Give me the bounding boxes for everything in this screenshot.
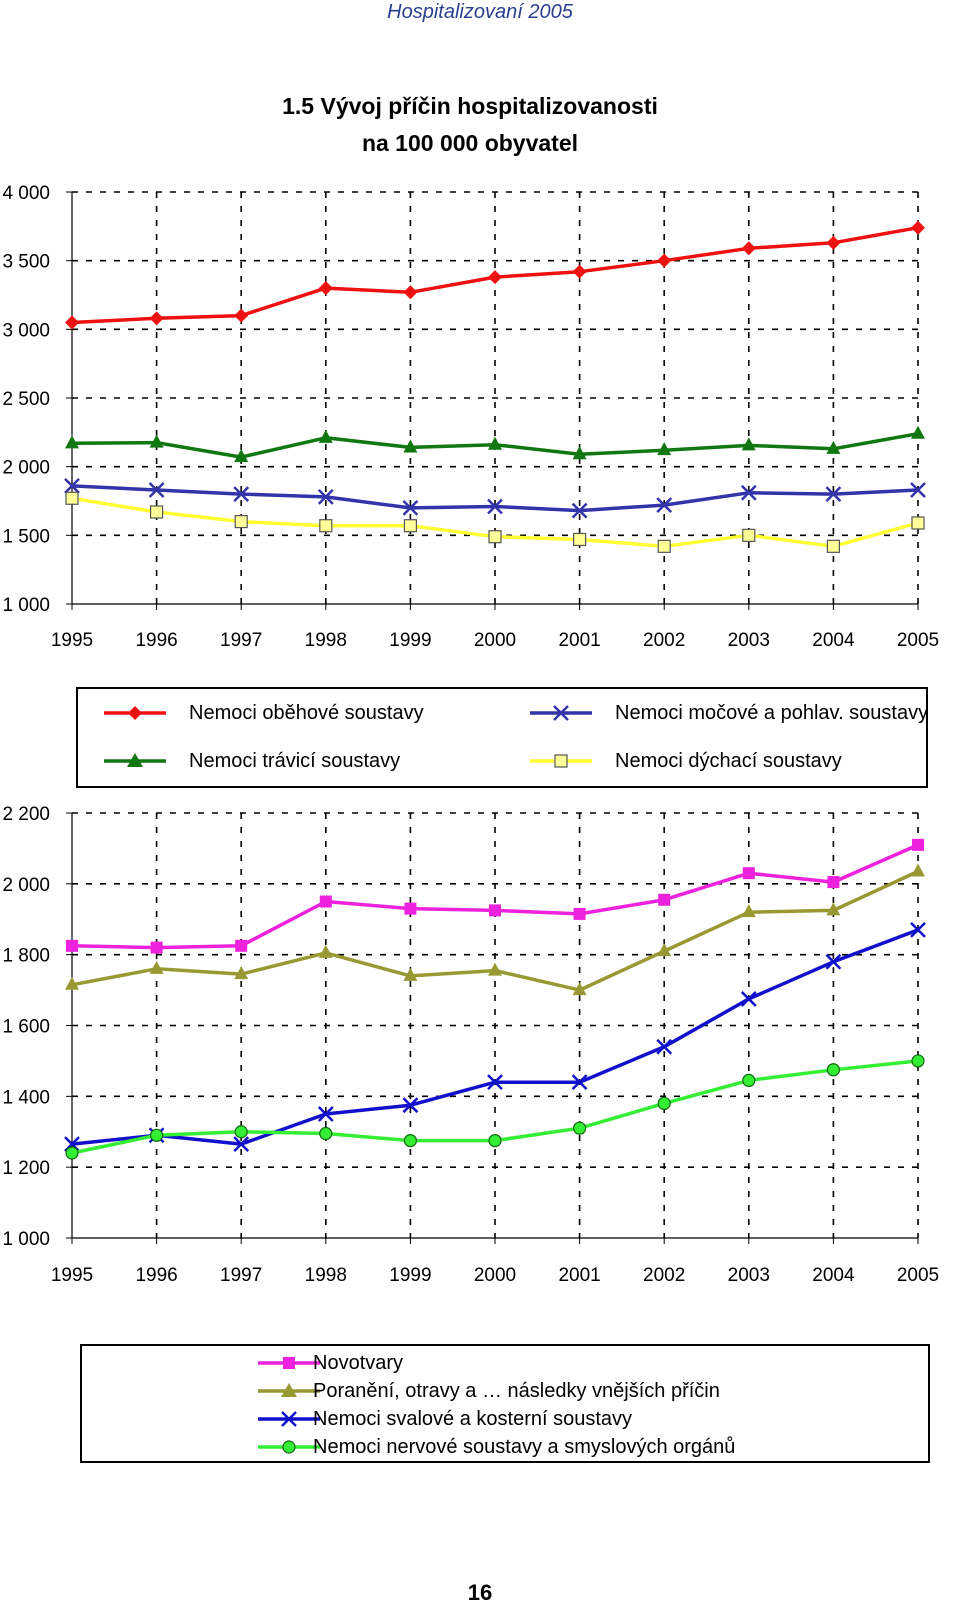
data-point xyxy=(320,520,332,532)
data-point xyxy=(742,241,756,255)
data-point xyxy=(911,863,925,876)
data-point xyxy=(320,1128,332,1140)
legend-line-icon xyxy=(530,749,614,773)
legend-label: Nemoci močové a pohlav. soustavy xyxy=(615,702,929,724)
data-point xyxy=(65,315,79,329)
data-point xyxy=(320,896,332,908)
data-point xyxy=(151,1129,163,1141)
data-point xyxy=(403,285,417,299)
data-point xyxy=(827,1064,839,1076)
legend-label: Nemoci trávicí soustavy xyxy=(189,750,401,772)
legend-line-icon xyxy=(104,701,188,725)
data-point xyxy=(911,923,925,937)
data-point xyxy=(826,236,840,250)
y-tick-label: 2 000 xyxy=(2,457,50,479)
page-header: Hospitalizovaní 2005 xyxy=(387,1,573,23)
data-point xyxy=(235,516,247,528)
legend-line-icon xyxy=(104,749,188,773)
legend-label: Nemoci nervové soustavy a smyslových orgánů xyxy=(313,1436,736,1458)
x-tick-label: 1998 xyxy=(304,630,347,651)
data-point xyxy=(404,520,416,532)
y-tick-label: 1 400 xyxy=(2,1087,50,1109)
x-tick-label: 2000 xyxy=(473,630,517,651)
data-point xyxy=(235,940,247,952)
x-tick-label: 2004 xyxy=(812,1265,855,1286)
data-point xyxy=(574,533,586,545)
x-tick-label: 2005 xyxy=(896,630,940,651)
data-point xyxy=(235,1126,247,1138)
legend-top xyxy=(76,687,928,788)
data-point xyxy=(150,311,164,325)
data-point xyxy=(574,1122,586,1134)
x-tick-label: 1996 xyxy=(135,1265,178,1286)
x-tick-label: 2003 xyxy=(727,1265,770,1286)
data-point xyxy=(234,309,248,323)
x-tick-label: 2002 xyxy=(643,630,686,651)
data-point xyxy=(319,945,333,958)
data-point xyxy=(404,903,416,915)
y-tick-label: 4 000 xyxy=(2,183,50,204)
data-point xyxy=(574,908,586,920)
data-point xyxy=(319,281,333,295)
x-tick-label: 2004 xyxy=(812,630,855,651)
data-point xyxy=(66,1147,78,1159)
data-point xyxy=(658,1097,670,1109)
x-tick-label: 1997 xyxy=(220,1265,263,1286)
chart-title-line-2: na 100 000 obyvatel xyxy=(361,130,579,156)
x-tick-label: 1996 xyxy=(135,630,178,651)
data-point xyxy=(658,894,670,906)
data-point xyxy=(150,961,164,974)
data-point xyxy=(151,942,163,954)
data-point xyxy=(488,963,502,976)
data-point xyxy=(404,1135,416,1147)
data-point xyxy=(489,1135,501,1147)
data-point xyxy=(66,940,78,952)
y-tick-label: 2 500 xyxy=(2,389,50,410)
legend-label: Nemoci svalové a kosterní soustavy xyxy=(313,1408,633,1430)
x-tick-label: 2003 xyxy=(727,630,770,651)
x-tick-label: 1998 xyxy=(304,1265,347,1286)
data-point xyxy=(912,517,924,529)
x-tick-label: 2002 xyxy=(643,1265,686,1286)
y-tick-label: 3 500 xyxy=(2,251,50,273)
y-tick-label: 2 200 xyxy=(2,804,50,825)
data-point xyxy=(911,221,925,235)
y-tick-label: 2 000 xyxy=(2,874,50,896)
page-number: 16 xyxy=(467,1580,493,1605)
data-point xyxy=(573,265,587,279)
data-point xyxy=(827,876,839,888)
data-point xyxy=(658,540,670,552)
x-tick-label: 2001 xyxy=(558,630,601,651)
legend-label: Nemoci oběhové soustavy xyxy=(189,702,424,724)
y-tick-label: 1 000 xyxy=(2,1229,50,1250)
legend-label: Nemoci dýchací soustavy xyxy=(615,750,842,772)
legend-line-icon xyxy=(530,701,614,725)
data-point xyxy=(657,254,671,268)
y-tick-label: 1 000 xyxy=(2,595,50,616)
data-point xyxy=(489,904,501,916)
y-tick-label: 1 800 xyxy=(2,945,50,967)
legend-bottom xyxy=(80,1344,930,1463)
x-tick-label: 1999 xyxy=(389,1265,432,1286)
x-tick-label: 1999 xyxy=(389,630,432,651)
data-point xyxy=(912,1055,924,1067)
legend-label: Poranění, otravy a … následky vnějších příčin xyxy=(313,1380,720,1402)
x-tick-label: 2001 xyxy=(558,1265,601,1286)
y-tick-label: 1 200 xyxy=(2,1158,50,1180)
x-tick-label: 1995 xyxy=(50,630,94,651)
x-tick-label: 1997 xyxy=(220,630,263,651)
legend-label: Novotvary xyxy=(313,1352,404,1374)
data-point xyxy=(911,426,925,439)
data-point xyxy=(742,992,756,1006)
data-point xyxy=(151,506,163,518)
data-point xyxy=(743,529,755,541)
data-point xyxy=(743,1074,755,1086)
data-point xyxy=(743,867,755,879)
data-point xyxy=(66,492,78,504)
x-tick-label: 1995 xyxy=(50,1265,94,1286)
y-tick-label: 1 600 xyxy=(2,1016,50,1038)
x-tick-label: 2005 xyxy=(896,1265,940,1286)
data-point xyxy=(488,270,502,284)
y-tick-label: 3 000 xyxy=(2,320,50,342)
data-point xyxy=(912,839,924,851)
data-point xyxy=(489,531,501,543)
chart-title-line-1: 1.5 Vývoj příčin hospitalizovanosti xyxy=(282,93,658,119)
y-tick-label: 1 500 xyxy=(2,526,50,548)
x-tick-label: 2000 xyxy=(473,1265,517,1286)
data-point xyxy=(319,430,333,443)
data-point xyxy=(827,540,839,552)
